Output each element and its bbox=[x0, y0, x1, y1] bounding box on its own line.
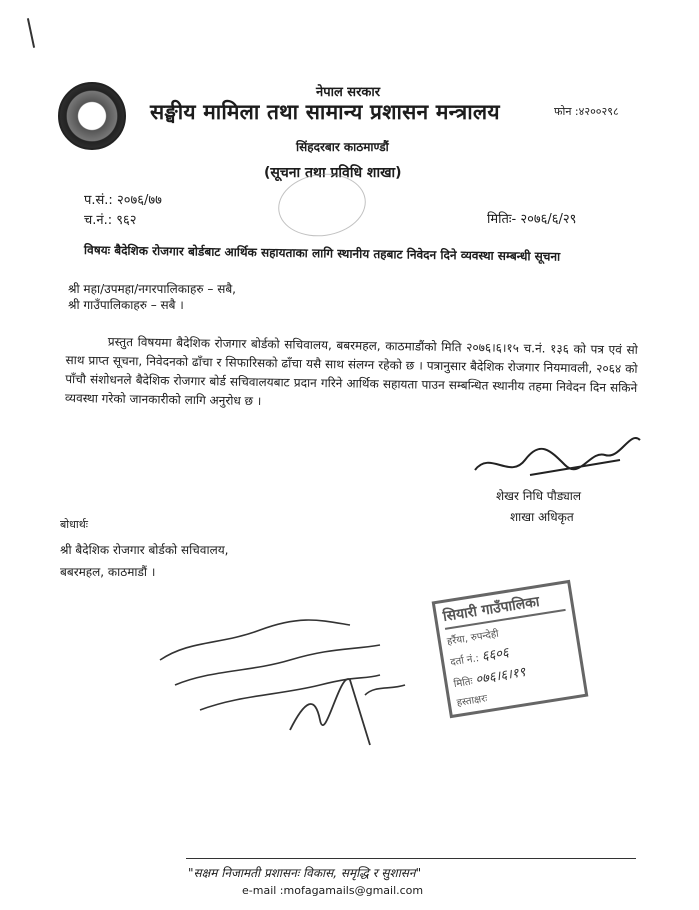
stamp-place: हर्रैया, रुपन्देही bbox=[446, 628, 500, 648]
section-name: (सूचना तथा प्रविधि शाखा) bbox=[264, 165, 402, 181]
stamp-title: सियारी गाउँपालिका bbox=[442, 588, 566, 630]
stamp-miti-label: मितिः bbox=[453, 676, 474, 691]
recipient-line: श्री गाउँपालिकाहरु – सबै । bbox=[68, 298, 184, 312]
nepal-emblem-icon bbox=[58, 82, 126, 150]
letter-body: प्रस्तुत विषयमा बैदेशिक रोजगार बोर्डको सचिवालय, बबरमहल, काठमाडौंको मिति २०७६।६।१५ च.नं. १३६ को पत्र एवं सो साथ प्राप्त सूचना, निवेदनको ढाँचा र सिफारिसको ढाँचा यसै साथ संलग्न रहेको छ । पत्रानुसार बैदेशिक रोजगार नियमावली, २०६४ को पाँचौ संशोधनले बैदेशिक रोजगार बोर्ड सचिवालयबाट प्रदान गरिने आर्थिक सहायता पाउन सम्बन्धित स्थानीय तहमा निवेदन दिन सकिने व्यवस्था गरेको जानकारीको लागि अनुरोध छ । bbox=[64, 334, 638, 409]
received-stamp bbox=[432, 580, 589, 718]
footer-motto: "सक्षम निजामती प्रशासनः विकास, समृद्धि र सुशासन" bbox=[188, 866, 422, 880]
letter-date: मितिः- २०७६/६/२९ bbox=[487, 212, 577, 227]
cc-line: श्री बैदेशिक रोजगार बोर्डको सचिवालय, bbox=[60, 543, 229, 557]
office-location: सिंहदरबार काठमाण्डौं bbox=[296, 140, 389, 154]
government-name: नेपाल सरकार bbox=[316, 85, 381, 100]
signer-designation: शाखा अधिकृत bbox=[510, 510, 574, 524]
recipient-line: श्री महा/उपमहा/नगरपालिकाहरु – सबै, bbox=[68, 282, 236, 296]
signature-icon bbox=[470, 420, 650, 490]
letter-ref-number: प.सं.: २०७६/७७ bbox=[84, 193, 162, 208]
stamp-miti-value: ०७६।६।१९ bbox=[474, 664, 527, 688]
footer-divider bbox=[186, 858, 636, 859]
dispatch-number: च.नं.: ९६२ bbox=[84, 213, 137, 228]
signer-name: शेखर निधि पौड्याल bbox=[496, 489, 581, 503]
stamp-signature-label: हस्ताक्षरः bbox=[456, 693, 489, 709]
stamp-darta-label: दर्ता नं.: bbox=[449, 653, 480, 669]
cc-label: बोधार्थः bbox=[60, 518, 88, 531]
footer-email: e-mail :mofagamails@gmail.com bbox=[242, 884, 424, 897]
ministry-name: सङ्घीय मामिला तथा सामान्य प्रशासन मन्त्रालय bbox=[150, 100, 500, 124]
cc-line: बबरमहल, काठमाडौं । bbox=[60, 565, 156, 579]
letter-subject: विषयः बैदेशिक रोजगार बोर्डबाट आर्थिक सहायताका लागि स्थानीय तहबाट निवेदन दिने व्यवस्था सम्बन्धी सूचना bbox=[83, 243, 561, 264]
stamp-darta-value: ६६०६ bbox=[480, 645, 510, 665]
scan-mark bbox=[27, 18, 35, 48]
handwritten-note-icon bbox=[150, 600, 430, 750]
phone-number: फोन :४२००२९८ bbox=[554, 105, 619, 118]
